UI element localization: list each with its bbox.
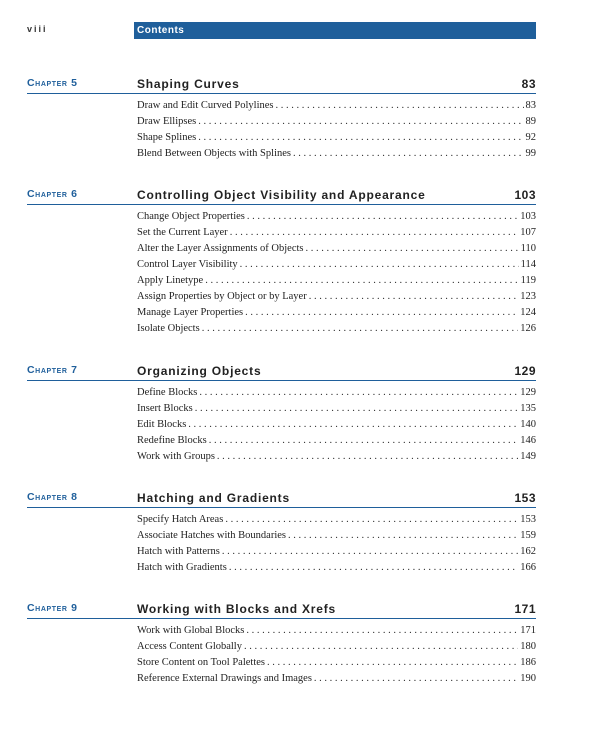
entry-title: Define Blocks bbox=[137, 387, 198, 398]
chapter-label: Chapter 9 bbox=[27, 602, 78, 614]
toc-entry[interactable] bbox=[137, 211, 536, 227]
entry-page: 159 bbox=[520, 530, 536, 541]
entry-page: 171 bbox=[520, 625, 536, 636]
toc-entry[interactable] bbox=[137, 530, 536, 546]
entry-title: Manage Layer Properties bbox=[137, 307, 244, 318]
entry-page: 103 bbox=[520, 211, 536, 222]
dot-leader bbox=[195, 403, 519, 414]
entry-title: Hatch with Patterns bbox=[137, 546, 220, 557]
toc-entry[interactable] bbox=[137, 625, 536, 641]
toc-entry[interactable] bbox=[137, 403, 536, 419]
entry-page: 99 bbox=[525, 148, 536, 159]
toc-entry[interactable] bbox=[137, 546, 536, 562]
toc-entries bbox=[137, 100, 536, 164]
toc-entry[interactable] bbox=[137, 419, 536, 435]
entry-page: 129 bbox=[520, 387, 536, 398]
entry-title: Alter the Layer Assignments of Objects bbox=[137, 243, 304, 254]
dot-leader bbox=[199, 387, 518, 398]
chapter-page: 171 bbox=[514, 602, 536, 616]
dot-leader bbox=[229, 562, 518, 573]
entry-title: Work with Groups bbox=[137, 451, 215, 462]
entry-page: 114 bbox=[520, 259, 536, 270]
chapter-rule bbox=[27, 93, 536, 94]
dot-leader bbox=[202, 323, 519, 334]
toc-entry[interactable] bbox=[137, 243, 536, 259]
chapter-label: Chapter 8 bbox=[27, 491, 78, 503]
entry-page: 166 bbox=[520, 562, 536, 573]
chapter-label: Chapter 7 bbox=[27, 364, 78, 376]
entry-title: Draw Ellipses bbox=[137, 116, 197, 127]
dot-leader bbox=[267, 657, 518, 668]
entry-page: 110 bbox=[520, 243, 536, 254]
dot-leader bbox=[198, 116, 523, 127]
entry-title: Redefine Blocks bbox=[137, 435, 207, 446]
entry-page: 162 bbox=[520, 546, 536, 557]
dot-leader bbox=[275, 100, 523, 111]
entry-title: Access Content Globally bbox=[137, 641, 242, 652]
entry-title: Apply Linetype bbox=[137, 275, 204, 286]
chapter-label: Chapter 6 bbox=[27, 188, 78, 200]
dot-leader bbox=[314, 673, 518, 684]
entry-title: Draw and Edit Curved Polylines bbox=[137, 100, 274, 111]
toc-entry[interactable] bbox=[137, 100, 536, 116]
entry-title: Isolate Objects bbox=[137, 323, 200, 334]
toc-entries bbox=[137, 387, 536, 467]
dot-leader bbox=[293, 148, 524, 159]
chapter-title: Shaping Curves bbox=[137, 77, 240, 91]
toc-entry[interactable] bbox=[137, 275, 536, 291]
toc-entry[interactable] bbox=[137, 562, 536, 578]
entry-page: 92 bbox=[525, 132, 536, 143]
chapter-page: 153 bbox=[514, 491, 536, 505]
dot-leader bbox=[240, 259, 519, 270]
toc-entry[interactable] bbox=[137, 148, 536, 164]
entry-page: 153 bbox=[520, 514, 536, 525]
entry-page: 126 bbox=[520, 323, 536, 334]
toc-entry[interactable] bbox=[137, 132, 536, 148]
dot-leader bbox=[245, 307, 518, 318]
entry-page: 149 bbox=[520, 451, 536, 462]
chapter-rule bbox=[27, 204, 536, 205]
entry-page: 124 bbox=[520, 307, 536, 318]
entry-title: Hatch with Gradients bbox=[137, 562, 227, 573]
entry-page: 119 bbox=[520, 275, 536, 286]
chapter-title: Working with Blocks and Xrefs bbox=[137, 602, 337, 616]
toc-entry[interactable] bbox=[137, 673, 536, 689]
entry-page: 135 bbox=[520, 403, 536, 414]
toc-entries bbox=[137, 625, 536, 689]
running-header: Contents bbox=[134, 22, 536, 39]
dot-leader bbox=[225, 514, 518, 525]
entry-title: Shape Splines bbox=[137, 132, 197, 143]
entry-title: Reference External Drawings and Images bbox=[137, 673, 312, 684]
dot-leader bbox=[188, 419, 518, 430]
chapter-page: 103 bbox=[514, 188, 536, 202]
page-number: viii bbox=[27, 24, 48, 34]
entry-title: Store Content on Tool Palettes bbox=[137, 657, 265, 668]
toc-entry[interactable] bbox=[137, 435, 536, 451]
toc-entry[interactable] bbox=[137, 227, 536, 243]
entry-page: 146 bbox=[520, 435, 536, 446]
entry-title: Insert Blocks bbox=[137, 403, 193, 414]
toc-entries bbox=[137, 211, 536, 339]
entry-page: 140 bbox=[520, 419, 536, 430]
toc-entry[interactable] bbox=[137, 323, 536, 339]
toc-entry[interactable] bbox=[137, 657, 536, 673]
dot-leader bbox=[247, 211, 518, 222]
entry-title: Blend Between Objects with Splines bbox=[137, 148, 291, 159]
entry-title: Work with Global Blocks bbox=[137, 625, 245, 636]
toc-entry[interactable] bbox=[137, 259, 536, 275]
entry-title: Change Object Properties bbox=[137, 211, 245, 222]
entry-page: 190 bbox=[520, 673, 536, 684]
chapter-page: 83 bbox=[521, 77, 536, 91]
dot-leader bbox=[209, 435, 519, 446]
toc-entry[interactable] bbox=[137, 451, 536, 467]
toc-entries bbox=[137, 514, 536, 578]
dot-leader bbox=[217, 451, 518, 462]
toc-entry[interactable] bbox=[137, 514, 536, 530]
chapter-title: Organizing Objects bbox=[137, 364, 262, 378]
chapter-title: Controlling Object Visibility and Appearance bbox=[137, 188, 426, 202]
dot-leader bbox=[306, 243, 519, 254]
entry-title: Assign Properties by Object or by Layer bbox=[137, 291, 307, 302]
toc-entry[interactable] bbox=[137, 116, 536, 132]
entry-title: Edit Blocks bbox=[137, 419, 187, 430]
entry-page: 123 bbox=[520, 291, 536, 302]
chapter-rule bbox=[27, 618, 536, 619]
entry-title: Set the Current Layer bbox=[137, 227, 228, 238]
entry-page: 89 bbox=[525, 116, 536, 127]
toc-entry[interactable] bbox=[137, 291, 536, 307]
dot-leader bbox=[244, 641, 518, 652]
dot-leader bbox=[288, 530, 518, 541]
dot-leader bbox=[205, 275, 518, 286]
chapter-label: Chapter 5 bbox=[27, 77, 78, 89]
dot-leader bbox=[230, 227, 519, 238]
dot-leader bbox=[198, 132, 523, 143]
toc-entry[interactable] bbox=[137, 641, 536, 657]
entry-title: Control Layer Visibility bbox=[137, 259, 238, 270]
entry-page: 180 bbox=[520, 641, 536, 652]
entry-page: 107 bbox=[520, 227, 536, 238]
chapter-rule bbox=[27, 507, 536, 508]
entry-page: 186 bbox=[520, 657, 536, 668]
chapter-title: Hatching and Gradients bbox=[137, 491, 290, 505]
chapter-rule bbox=[27, 380, 536, 381]
entry-title: Specify Hatch Areas bbox=[137, 514, 224, 525]
dot-leader bbox=[309, 291, 519, 302]
chapter-page: 129 bbox=[514, 364, 536, 378]
toc-entry[interactable] bbox=[137, 387, 536, 403]
entry-title: Associate Hatches with Boundaries bbox=[137, 530, 287, 541]
toc-entry[interactable] bbox=[137, 307, 536, 323]
entry-page: 83 bbox=[525, 100, 536, 111]
dot-leader bbox=[246, 625, 518, 636]
dot-leader bbox=[222, 546, 518, 557]
